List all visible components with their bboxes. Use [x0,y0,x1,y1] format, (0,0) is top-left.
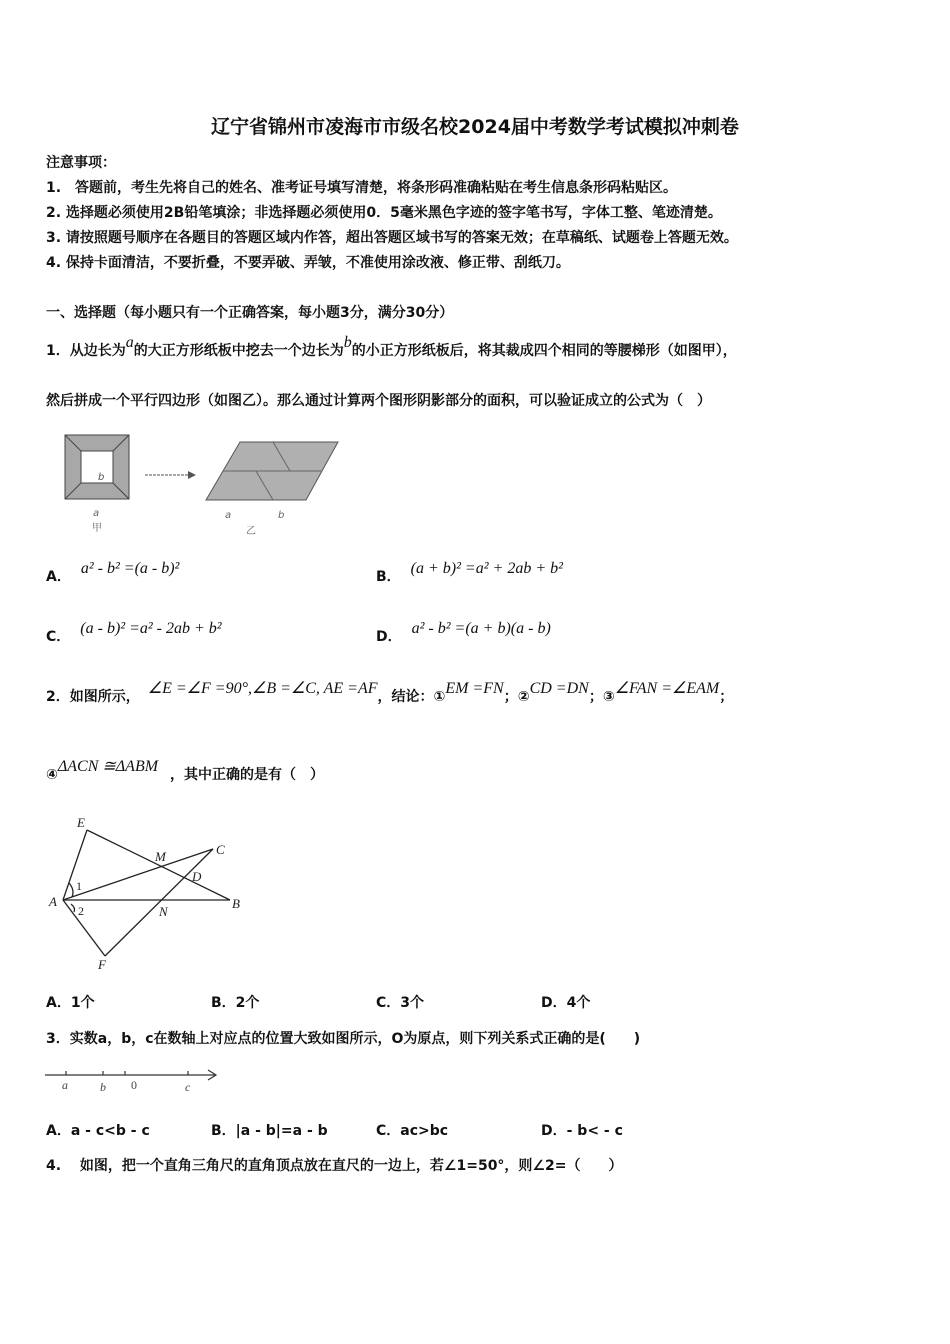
label-A: A [49,894,57,909]
notice-item: 3. 请按照题号顺序在各题目的答题区域内作答，超出答题区域书写的答案无效；在草稿纸、试题卷上答题无效。 [46,230,738,246]
q2-text: ；② [503,689,530,705]
q2-conclusion-1: EM =FN [445,680,504,697]
option-formula: a² - b² =(a + b)(a - b) [411,620,551,637]
q1-text: 的小正方形纸板后，将其裁成四个相同的等腰梯形（如图甲）， [351,343,737,359]
q2-text: ；③ [588,689,615,705]
q2-option-b[interactable]: B．2个 [211,995,260,1011]
q1-option-c[interactable] [46,620,222,646]
option-formula: (a - b)² =a² - 2ab + b² [80,620,222,637]
fig-caption-yi: 乙 [246,526,256,537]
label-D: D [192,869,202,884]
fig-label-b: b [98,472,105,483]
notice-item: 1. 答题前，考生先将自己的姓名、准考证号填写清楚，将条形码准确粘贴在考生信息条形码粘贴区。 [46,180,678,196]
option-formula: (a + b)² =a² + 2ab + b² [410,560,563,577]
q2-figure [40,810,260,980]
q3-option-d[interactable]: D．- b< - c [541,1123,623,1139]
q4-text: 4. 如图，把一个直角三角尺的直角顶点放在直尺的一边上，若∠1=50°，则∠2=（ ） [46,1158,623,1174]
axis-label-0: 0 [131,1078,137,1092]
axis-label-c: c [185,1080,191,1094]
option-label: A． [46,569,71,585]
fig-caption-jia: 甲 [92,523,102,534]
q3-option-a[interactable]: A．a - c<b - c [46,1123,150,1139]
small-square [81,451,113,483]
q2-condition: ∠E =∠F =90°,∠B =∠C, AE =AF [147,680,378,697]
q2-text: ； [719,689,734,705]
q2-conclusion-4: ΔACN ≅ΔABM [57,758,159,775]
label-N: N [159,904,168,919]
label-F: F [98,957,106,972]
q1-var-a: a [125,334,134,351]
q3-option-c[interactable]: C．ac>bc [376,1123,449,1139]
fig-label-b2: b [278,510,285,521]
label-E: E [77,815,85,830]
q2-option-c[interactable]: C．3个 [376,995,425,1011]
option-label: B． [376,569,401,585]
option-label: D． [376,629,402,645]
q2-conclusion-2: CD =DN [529,680,589,697]
section-heading: 一、选择题（每小题只有一个正确答案，每小题3分，满分30分） [46,305,454,321]
notice-heading: 注意事项： [46,155,116,171]
q2-line1 [46,680,734,706]
q2-option-a[interactable]: A．1个 [46,995,95,1011]
q2-line2 [46,758,325,784]
label-M: M [155,849,166,864]
q1-figure [60,430,350,540]
q3-option-b[interactable]: B．|a - b|=a - b [211,1123,328,1139]
q2-text: ，其中正确的是有（ ） [170,767,325,783]
q1-text: 1．从边长为 [46,343,126,359]
q1-var-b: b [343,334,352,351]
fig-label-a2: a [225,510,232,521]
axis-label-a: a [62,1078,68,1092]
option-label: C． [46,629,71,645]
q2-text: 2．如图所示， [46,689,140,705]
q2-conclusion-3: ∠FAN =∠EAM [614,680,720,697]
label-angle-2: 2 [78,904,84,918]
q1-option-a[interactable] [46,560,180,586]
fig-label-a: a [93,508,100,519]
q1-line1 [46,334,737,360]
q1-option-d[interactable] [376,620,551,646]
q2-text: ，结论：① [377,689,446,705]
label-C: C [216,842,225,857]
page-title: 辽宁省锦州市凌海市市级名校2024届中考数学考试模拟冲刺卷 [211,116,739,138]
q1-option-b[interactable] [376,560,563,586]
q2-text: ④ [46,767,58,783]
notice-item: 4. 保持卡面清洁，不要折叠，不要弄破、弄皱，不准使用涂改液、修正带、刮纸刀。 [46,255,570,271]
axis-label-b: b [100,1080,106,1094]
label-B: B [232,896,240,911]
notice-item: 2. 选择题必须使用2B铅笔填涂；非选择题必须使用0．5毫米黑色字迹的签字笔书写，字体工整、笔迹清楚。 [46,205,722,221]
option-formula: a² - b² =(a - b)² [80,560,180,577]
q1-line2: 然后拼成一个平行四边形（如图乙）。那么通过计算两个图形阴影部分的面积，可以验证成立的公式为（ ） [46,393,711,409]
label-angle-1: 1 [76,879,82,893]
q2-option-d[interactable]: D．4个 [541,995,591,1011]
q1-text: 的大正方形纸板中挖去一个边长为 [133,343,344,359]
q3-number-line [40,1060,230,1095]
q3-text: 3．实数a，b，c在数轴上对应点的位置大致如图所示，O为原点，则下列关系式正确的是( ) [46,1031,641,1047]
